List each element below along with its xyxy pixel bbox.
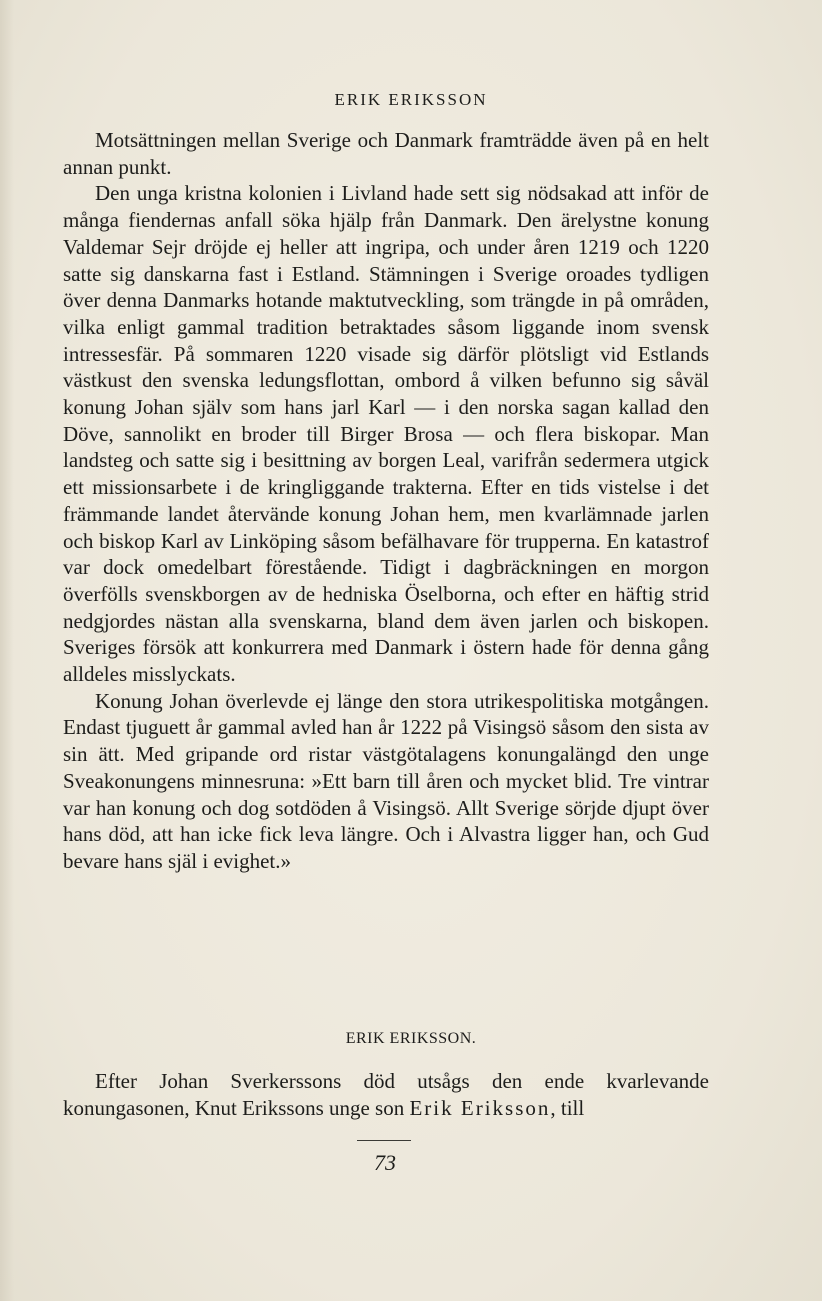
section-heading: ERIK ERIKSSON.	[345, 1030, 477, 1047]
section-body	[63, 1068, 709, 1121]
footer-rule	[357, 1140, 411, 1141]
running-head: ERIK ERIKSSON	[334, 90, 488, 109]
section-text-before: Efter Johan Sverkerssons död utsågs den ende kvarlevande konungasonen, Knut Erikssons unge son	[63, 1069, 709, 1120]
page-edge-shadow	[0, 0, 14, 1301]
section-paragraph	[63, 1068, 709, 1121]
section-text-after: , till	[550, 1095, 585, 1120]
paragraph-1: Motsättningen mellan Sverige och Danmark framträdde även på en helt annan punkt.	[63, 128, 709, 179]
paragraph-2: Den unga kristna kolonien i Livland hade sett sig nödsakad att inför de många fiendernas anfall söka hjälp från Danmark. Den ärelystne konung Valdemar Sejr dröjde ej heller att ingripa, och under åren 1219 och 1220 satte sig danskarna fast i Estland. Stämningen i Sverige oroades tydligen över denna Danmarks hotande maktutveckling, som trängde in på områden, vilka enligt gammal tradition betraktades såsom liggande inom svensk intressesfär. På sommaren 1220 visade sig därför plötsligt vid Estlands västkust den svenska ledungsflottan, ombord å vilken befunno sig såväl konung Johan själv som hans jarl Karl — i den norska sagan kallad den Döve, sannolikt en broder till Birger Brosa — och flera biskopar. Man landsteg och satte sig i besittning av borgen Leal, varifrån sedermera utgick ett missionsarbete i de kringliggande trakterna. Efter en tids vistelse i det främmande landet återvände konung Johan hem, men kvarlämnade jarlen och biskop Karl av Linköping såsom befälhavare för trupperna. En katastrof var dock omedelbart förestående. Tidigt i dagbräckningen en morgon överfölls svenskborgen av de hedniska Öselborna, och efter en häftig strid nedgjordes nästan alla svenskarna, bland dem även jarlen och biskopen. Sveriges försök att konkurrera med Danmark i östern hade för denna gång alldeles misslyckats.	[63, 181, 709, 687]
spaced-name: Erik Eriksson	[409, 1095, 551, 1120]
chapter-body	[63, 127, 709, 875]
page-number: 73	[374, 1150, 396, 1175]
paragraph-3: Konung Johan överlevde ej länge den stora utrikespolitiska motgången. Endast tjuguett år gammal avled han år 1222 på Visingsö såsom den sista av sin ätt. Med gripande ord ristar västgötalagens konungalängd den unge Sveakonungens minnesruna: »Ett barn till åren och mycket blid. Tre vintrar var han konung och dog sotdöden å Visingsö. Allt Sverige sörjde djupt över hans död, att han icke fick leva längre. Och i Alvastra ligger han, och Gud bevare hans själ i evighet.»	[63, 688, 709, 873]
